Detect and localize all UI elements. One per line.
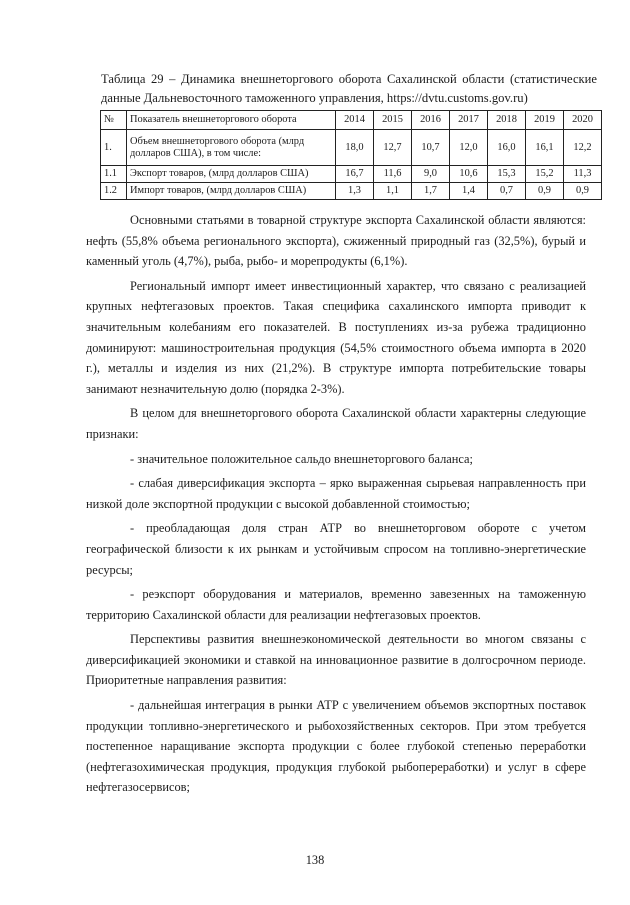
header-year: 2014 (336, 111, 374, 130)
paragraph-regional-import: Региональный импорт имеет инвестиционный характер, что связано с реализацией крупных нефтегазовых проектов. Такая специфика сахалинского импорта приводит к значительным колебаниям его показателей. В поступлениях из-за рубежа традиционно доминируют: машиностроительная продукция (54,5% стоимостного объема импорта в 2020 г.), металлы и изделия из них (21,2%). В структуре импорта потребительские товары занимают незначительную долю (порядка 2-3%). (86, 278, 586, 396)
row-num: 1.2 (101, 183, 127, 200)
row-value: 15,3 (488, 166, 526, 183)
row-value: 0,9 (564, 183, 602, 200)
row-value: 10,6 (450, 166, 488, 183)
header-year: 2020 (564, 111, 602, 130)
list-item-apr-share: - преобладающая доля стран АТР во внешнеторговом обороте с учетом географической близости к их рынкам и устойчивым спросом на топливно-энергетические ресурсы; (86, 521, 586, 577)
header-indicator: Показатель внешнеторгового оборота (127, 111, 336, 130)
row-value: 9,0 (412, 166, 450, 183)
list-item-balance: - значительное положительное сальдо внешнеторгового баланса; (130, 451, 473, 466)
row-num: 1.1 (101, 166, 127, 183)
header-num: № (101, 111, 127, 130)
row-value: 11,6 (374, 166, 412, 183)
row-indicator: Объем внешнеторгового оборота (млрд долларов США), в том числе: (127, 130, 336, 166)
row-value: 12,7 (374, 130, 412, 166)
row-value: 1,7 (412, 183, 450, 200)
row-value: 12,2 (564, 130, 602, 166)
foreign-trade-table (100, 110, 602, 200)
table-row (101, 166, 602, 183)
row-value: 16,1 (526, 130, 564, 166)
row-indicator: Импорт товаров, (млрд долларов США) (127, 183, 336, 200)
header-year: 2015 (374, 111, 412, 130)
row-value: 16,7 (336, 166, 374, 183)
row-value: 11,3 (564, 166, 602, 183)
row-value: 12,0 (450, 130, 488, 166)
list-item-integration: - дальнейшая интеграция в рынки АТР с увеличением объемов экспортных поставок продукции топливно-энергетического и рыбохозяйственных секторов. При этом требуется постепенное наращивание экспорта продукции с более глубокой степенью переработки (нефтегазохимическая продукция, продукция глубокой рыбопереработки) и услуг в сфере нефтегазосервисов; (86, 698, 586, 795)
body-text (86, 210, 586, 802)
table-header-row (101, 111, 602, 130)
row-value: 0,7 (488, 183, 526, 200)
table-row (101, 130, 602, 166)
list-item-reexport: - реэкспорт оборудования и материалов, временно завезенных на таможенную территорию Сахалинской области для реализации нефтегазовых проектов. (86, 587, 586, 622)
row-value: 1,3 (336, 183, 374, 200)
row-value: 10,7 (412, 130, 450, 166)
row-value: 18,0 (336, 130, 374, 166)
row-num: 1. (101, 130, 127, 166)
table-row (101, 183, 602, 200)
row-value: 15,2 (526, 166, 564, 183)
list-item-diversification: - слабая диверсификация экспорта – ярко выраженная сырьевая направленность при низкой доле экспортной продукции с высокой добавленной стоимостью; (86, 476, 586, 511)
row-value: 0,9 (526, 183, 564, 200)
paragraph-prospects: Перспективы развития внешнеэкономической деятельности во многом связаны с диверсификацией экономики и ставкой на инновационное развитие в долгосрочном периоде. Приоритетные направления развития: (86, 632, 586, 688)
paragraph-features-intro: В целом для внешнеторгового оборота Сахалинской области характерны следующие признаки: (86, 406, 586, 441)
header-year: 2018 (488, 111, 526, 130)
header-year: 2017 (450, 111, 488, 130)
row-indicator: Экспорт товаров, (млрд долларов США) (127, 166, 336, 183)
page-number: 138 (305, 853, 325, 867)
header-year: 2016 (412, 111, 450, 130)
paragraph-export-structure: Основными статьями в товарной структуре экспорта Сахалинской области являются: нефть (55,8% объема регионального экспорта), сжиженный природный газ (32,5%), бурый и каменный уголь (4,7%), рыба, рыбо- и морепродукты (6,1%). (86, 213, 586, 269)
header-year: 2019 (526, 111, 564, 130)
table-caption: Таблица 29 – Динамика внешнеторгового оборота Сахалинской области (статистические данные Дальневосточного таможенного управления, https://dvtu.customs.gov.ru) (101, 72, 597, 105)
row-value: 1,4 (450, 183, 488, 200)
row-value: 16,0 (488, 130, 526, 166)
row-value: 1,1 (374, 183, 412, 200)
